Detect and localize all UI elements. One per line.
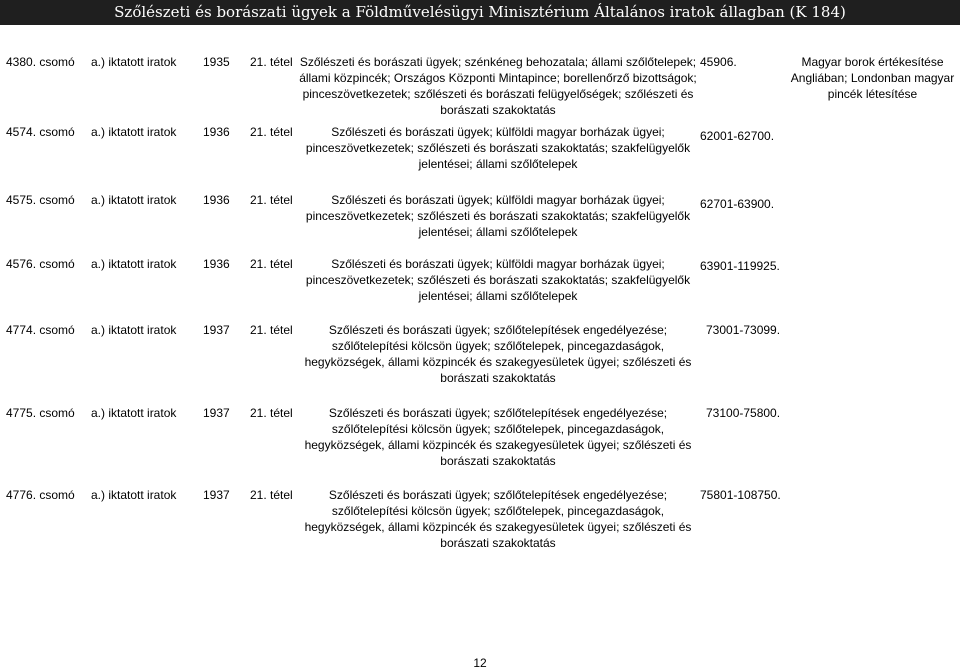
description-line: pinceszövetkezetek; szőlészeti és borászati szakoktatás; szakfelügyelők: [305, 209, 691, 223]
record-category: a.) iktatott iratok: [91, 193, 177, 207]
description-line: pinceszövetkezetek; szőlészeti és borászati szakoktatás; szakfelügyelők: [305, 273, 691, 287]
record-range: 73100-75800.: [706, 406, 781, 420]
record-id: 4776. csomó: [6, 488, 75, 502]
record-range: 62701-63900.: [700, 197, 775, 211]
record-note: [790, 54, 955, 102]
record-category: a.) iktatott iratok: [91, 55, 177, 69]
description-line: pinceszövetkezetek; szőlészeti és borászati felügyelőségek; szőlészeti és: [302, 87, 694, 101]
record-description: [296, 322, 700, 386]
record-item: 21. tétel: [250, 406, 293, 420]
description-line: borászati szakoktatás: [440, 536, 556, 550]
description-line: pinceszövetkezetek; szőlészeti és borászati szakoktatás; szakfelügyelők: [305, 141, 691, 155]
description-line: borászati szakoktatás: [440, 103, 556, 117]
page-number: 12: [473, 656, 487, 670]
record-year: 1937: [203, 488, 230, 502]
record-description: [296, 487, 700, 551]
description-line: hegyközségek, állami közpincék és szakegyesületek ügyei; szőlészeti és: [304, 438, 692, 452]
description-line: állami közpincék; Országos Központi Mintapince; borellenőrző bizottságok;: [299, 71, 697, 85]
record-item: 21. tétel: [250, 125, 293, 139]
description-line: Szőlészeti és borászati ügyek; szénkéneg behozatala; állami szőlőtelepek;: [299, 55, 697, 69]
record-range: 73001-73099.: [706, 323, 781, 337]
description-line: Szőlészeti és borászati ügyek; szőlőtelepítések engedélyezése;: [328, 406, 668, 420]
note-line: pincék létesítése: [827, 87, 918, 101]
record-description: [296, 54, 700, 118]
record-range: 63901-119925.: [700, 259, 780, 273]
record-description: [296, 405, 700, 469]
record-year: 1937: [203, 406, 230, 420]
description-line: Szőlészeti és borászati ügyek; külföldi magyar borházak ügyei;: [331, 125, 665, 139]
record-category: a.) iktatott iratok: [91, 406, 177, 420]
record-item: 21. tétel: [250, 323, 293, 337]
record-id: 4574. csomó: [6, 125, 75, 139]
description-line: jelentései; állami szőlőtelepek: [418, 225, 578, 239]
record-id: 4576. csomó: [6, 257, 75, 271]
record-category: a.) iktatott iratok: [91, 488, 177, 502]
description-line: Szőlészeti és borászati ügyek; szőlőtelepítések engedélyezése;: [328, 323, 668, 337]
record-year: 1937: [203, 323, 230, 337]
record-year: 1936: [203, 125, 230, 139]
record-category: a.) iktatott iratok: [91, 323, 177, 337]
description-line: jelentései; állami szőlőtelepek: [418, 157, 578, 171]
description-line: Szőlészeti és borászati ügyek; külföldi magyar borházak ügyei;: [331, 193, 665, 207]
record-description: [296, 192, 700, 240]
record-item: 21. tétel: [250, 193, 293, 207]
description-line: hegyközségek, állami közpincék és szakegyesületek ügyei; szőlészeti és: [304, 355, 692, 369]
record-item: 21. tétel: [250, 257, 293, 271]
description-line: szőlőtelepítési kölcsön ügyek; szőlőtelepek, pincegazdaságok,: [331, 504, 665, 518]
description-line: szőlőtelepítési kölcsön ügyek; szőlőtelepek, pincegazdaságok,: [331, 339, 665, 353]
record-year: 1936: [203, 257, 230, 271]
record-item: 21. tétel: [250, 488, 293, 502]
record-range: 75801-108750.: [700, 488, 781, 502]
description-line: borászati szakoktatás: [440, 371, 556, 385]
record-description: [296, 256, 700, 304]
record-category: a.) iktatott iratok: [91, 257, 177, 271]
record-range: 45906.: [700, 55, 737, 69]
record-description: [296, 124, 700, 172]
record-item: 21. tétel: [250, 55, 293, 69]
record-id: 4380. csomó: [6, 55, 75, 69]
record-year: 1936: [203, 193, 230, 207]
record-id: 4774. csomó: [6, 323, 75, 337]
record-range: 62001-62700.: [700, 129, 775, 143]
document-title: Szőlészeti és borászati ügyek a Földművelésügyi Minisztérium Általános iratok állagban (K 184): [0, 0, 960, 25]
description-line: Szőlészeti és borászati ügyek; szőlőtelepítések engedélyezése;: [328, 488, 668, 502]
description-line: borászati szakoktatás: [440, 454, 556, 468]
record-category: a.) iktatott iratok: [91, 125, 177, 139]
description-line: jelentései; állami szőlőtelepek: [418, 289, 578, 303]
description-line: hegyközségek, állami közpincék és szakegyesületek ügyei; szőlészeti és: [304, 520, 692, 534]
description-line: szőlőtelepítési kölcsön ügyek; szőlőtelepek, pincegazdaságok,: [331, 422, 665, 436]
record-year: 1935: [203, 55, 230, 69]
note-line: Angliában; Londonban magyar: [790, 71, 955, 85]
record-id: 4575. csomó: [6, 193, 75, 207]
note-line: Magyar borok értékesítése: [801, 55, 944, 69]
record-id: 4775. csomó: [6, 406, 75, 420]
description-line: Szőlészeti és borászati ügyek; külföldi magyar borházak ügyei;: [331, 257, 665, 271]
